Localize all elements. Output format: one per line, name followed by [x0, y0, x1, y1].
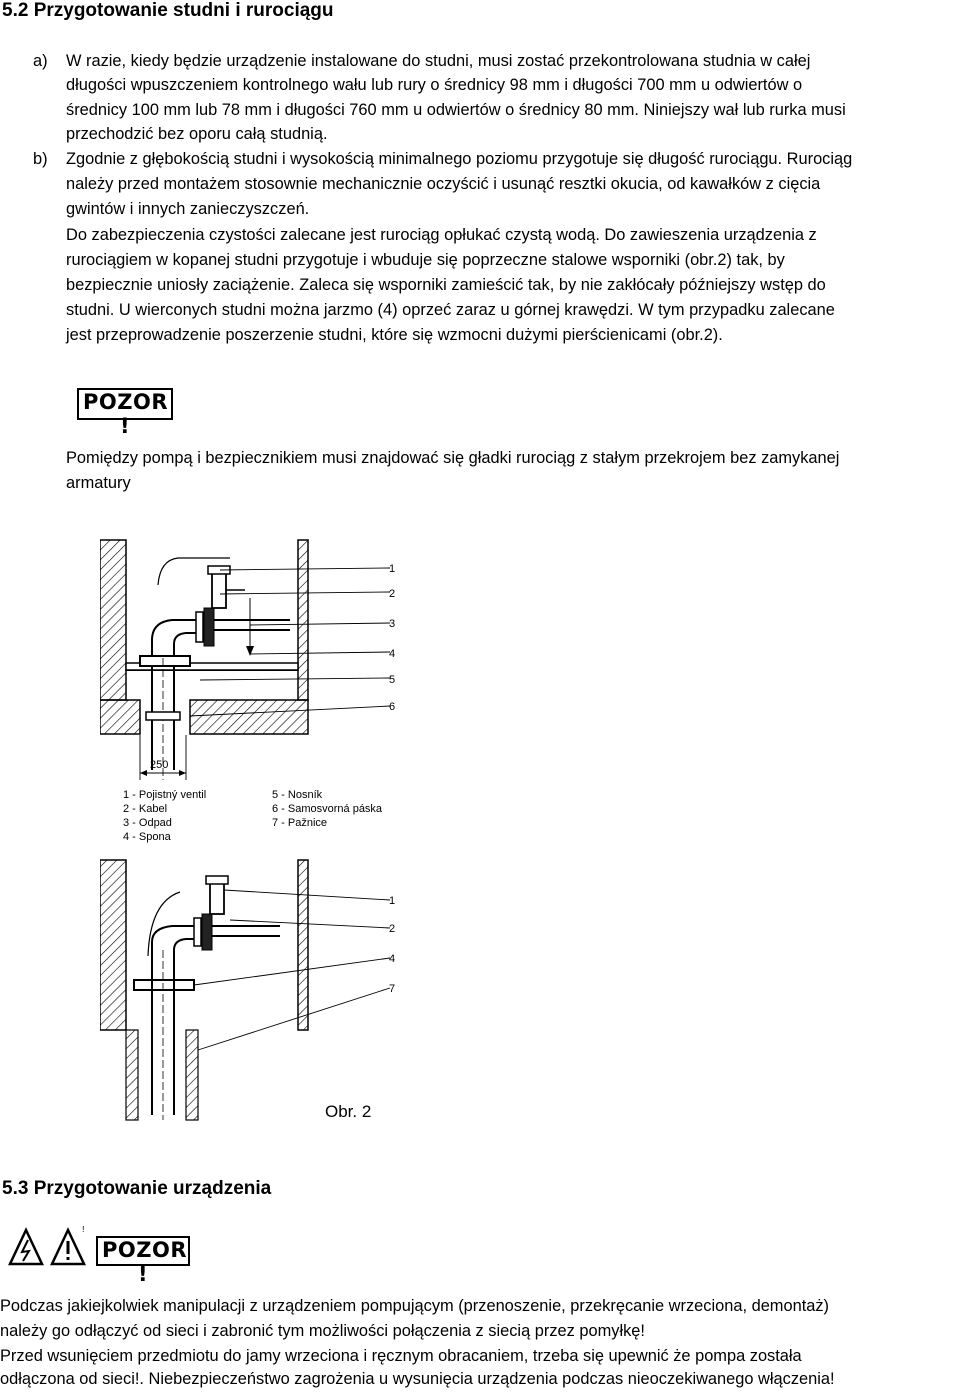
- legend-item: 4 - Spona: [123, 831, 171, 843]
- bottom-drawing: [100, 860, 390, 1120]
- legend-right: [272, 788, 382, 830]
- pozor-warning-box: POZOR !: [96, 1236, 190, 1266]
- icon-mark: !: [82, 1226, 85, 1234]
- callout-top-3: 3: [389, 618, 396, 630]
- item-b-line: jest przeprowadzenie poszerzenie studni, które się wzmocni dużymi pierścienicami (obr.2).: [66, 326, 723, 344]
- section-5-3-line: Przed wsunięciem przedmiotu do jamy wrzeciona i ręcznym obracaniem, trzeba się upewnić że pompa została: [0, 1347, 802, 1365]
- figure-caption: Obr. 2: [325, 1102, 372, 1121]
- callout-bottom-1: 1: [389, 895, 396, 907]
- callout-top-5: 5: [389, 674, 396, 686]
- legend-item: 6 - Samosvorná páska: [272, 803, 383, 815]
- section-5-3-line: należy go odłączyć od sieci i zabronić tym możliwości połączenia z siecią przez pomyłkę!: [0, 1322, 645, 1340]
- item-a-marker: a): [33, 52, 48, 70]
- warning-line: Pomiędzy pompą i bezpiecznikiem musi znajdować się gładki rurociąg z stałym przekrojem bez zamykanej: [66, 449, 840, 467]
- dimension-label: 250: [150, 759, 169, 771]
- pozor-warning-box: POZOR !: [77, 388, 173, 420]
- item-b-marker: b): [33, 150, 48, 168]
- legend-item: 1 - Pojistný ventil: [123, 789, 207, 801]
- callout-top-6: 6: [389, 701, 396, 713]
- hazard-icons: [8, 1226, 96, 1270]
- callout-top-4: 4: [389, 648, 396, 660]
- legend-item: 2 - Kabel: [123, 803, 168, 815]
- section-5-3-line: odłączona od sieci!. Niebezpieczeństwo zagrożenia u wysunięcia urządzenia podczas nieoczekiwanego włączenia!: [0, 1370, 835, 1388]
- legend-left: [123, 788, 206, 844]
- item-b-line: gwintów i innych zanieczyszczeń.: [66, 200, 310, 218]
- item-a-line: długości wpuszczeniem kontrolnego wału lub rury o średnicy 98 mm i długości 700 mm u odwiertów o: [66, 76, 803, 94]
- callout-bottom-2: 2: [389, 923, 396, 935]
- callout-bottom-4: 4: [389, 953, 396, 965]
- item-b-line: Zgodnie z głębokością studni i wysokością minimalnego poziomu przygotuje się długość rurociągu. Rurociąg: [66, 150, 853, 168]
- legend-item: 5 - Nosník: [272, 789, 323, 801]
- section-5-2-title: 5.2 Przygotowanie studni i rurociągu: [2, 0, 334, 21]
- item-b-line: rurociągiem w kopanej studni przygotuje i wbuduje się poprzeczne stalowe wsporniki (obr.2) tak, by: [66, 251, 785, 269]
- item-b-line: bezpiecznie uniosły zaciążenie. Zaleca się wsporniki zamieścić tak, by nie zakłócały późniejszy wstęp do: [66, 276, 826, 294]
- legend-item: 7 - Pažnice: [272, 817, 328, 829]
- item-b-line: studni. U wierconych studni można jarzmo (4) oprzeć zaraz u górnej krawędzi. W tym przypadku zalecane: [66, 301, 835, 319]
- item-b-line: należy przed montażem stosownie mechanicznie oczyścić i usunąć resztki okucia, od kawałków z cięcia: [66, 175, 821, 193]
- electric-hazard-icon: [10, 1230, 42, 1264]
- callout-top-1: 1: [389, 563, 396, 575]
- item-a-line: W razie, kiedy będzie urządzenie instalowane do studni, musi zostać przekontrolowana studnia w całej: [66, 52, 811, 70]
- top-drawing: [100, 540, 390, 780]
- callout-bottom-7: 7: [389, 983, 396, 995]
- item-a-line: średnicy 100 mm lub 78 mm i długości 760 mm u odwiertów o średnicy 80 mm. Niniejszy wał lub rurka musi: [66, 101, 846, 119]
- warning-line: armatury: [66, 474, 131, 492]
- warning-triangle-icon: [52, 1230, 84, 1264]
- callout-top-2: 2: [389, 588, 396, 600]
- item-b-line: Do zabezpieczenia czystości zalecane jest rurociąg opłukać czystą wodą. Do zawieszenia urządzenia z: [66, 226, 817, 244]
- item-a-line: przechodzić bez oporu całą studnią.: [66, 125, 328, 143]
- section-5-3-title: 5.3 Przygotowanie urządzenia: [2, 1178, 272, 1199]
- section-5-3-line: Podczas jakiejkolwiek manipulacji z urządzeniem pompującym (przenoszenie, przekręcanie wrzeciona, demontaż): [0, 1297, 830, 1315]
- legend-item: 3 - Odpad: [123, 817, 172, 829]
